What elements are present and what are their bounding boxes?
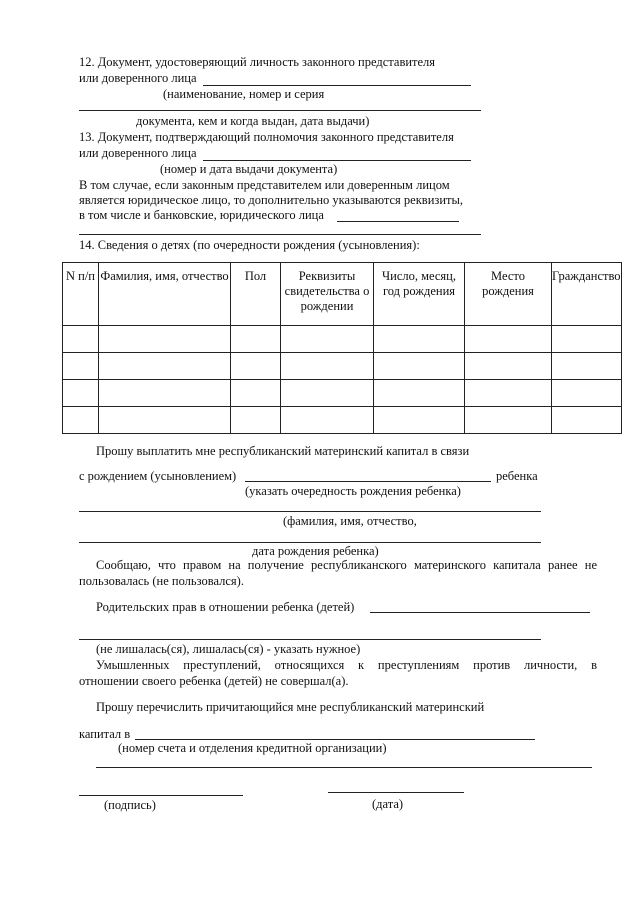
table-cell[interactable]	[99, 380, 231, 407]
table-cell[interactable]	[374, 407, 465, 434]
table-cell[interactable]	[465, 353, 552, 380]
transfer-line2: капитал в	[79, 727, 131, 741]
section13-line2: или доверенного лица	[79, 146, 197, 160]
section12-hint1: (наименование, номер и серия	[163, 87, 325, 101]
section12-hint2: документа, кем и когда выдан, дата выдачи)	[136, 114, 370, 128]
table-cell[interactable]	[63, 407, 99, 434]
table-cell[interactable]	[63, 353, 99, 380]
statement-line2: пользовалась (не пользовался).	[79, 574, 244, 588]
table-cell[interactable]	[465, 326, 552, 353]
date-field[interactable]	[328, 792, 464, 793]
table-cell[interactable]	[552, 353, 622, 380]
bank-account-field-2[interactable]	[96, 767, 592, 768]
table-cell[interactable]	[231, 380, 281, 407]
section13-note1: В том случае, если законным представителем или доверенным лицом	[79, 178, 450, 192]
table-cell[interactable]	[231, 407, 281, 434]
table-cell[interactable]	[281, 326, 374, 353]
transfer-hint: (номер счета и отделения кредитной организации)	[118, 741, 387, 755]
child-birthdate-field[interactable]	[79, 542, 541, 543]
authority-doc-field[interactable]	[203, 160, 471, 161]
table-cell[interactable]	[552, 407, 622, 434]
col-birthdate-header: Число, месяц, год рождения	[374, 263, 465, 326]
table-cell[interactable]	[374, 326, 465, 353]
children-table	[62, 262, 622, 434]
request-line1: Прошу выплатить мне республиканский материнский капитал в связи	[96, 444, 470, 458]
section13-line1: 13. Документ, подтверждающий полномочия законного представителя	[79, 130, 454, 144]
table-cell[interactable]	[374, 380, 465, 407]
request-line2: с рождением (усыновлением)	[79, 469, 237, 483]
crimes-line2: отношении своего ребенка (детей) не совершал(а).	[79, 674, 349, 688]
table-cell[interactable]	[552, 326, 622, 353]
parental-line1: Родительских прав в отношении ребенка (детей)	[96, 600, 355, 614]
bank-account-field[interactable]	[135, 739, 535, 740]
table-cell[interactable]	[231, 326, 281, 353]
section13-note2: является юридическое лицо, то дополнительно указываются реквизиты,	[79, 193, 463, 207]
parental-hint: (не лишалась(ся), лишалась(ся) - указать нужное)	[96, 642, 361, 656]
col-certificate-header: Реквизиты свидетельства о рождении	[281, 263, 374, 326]
table-cell[interactable]	[374, 353, 465, 380]
request-hint3: дата рождения ребенка)	[252, 544, 379, 558]
parental-rights-field[interactable]	[370, 612, 590, 613]
table-cell[interactable]	[281, 380, 374, 407]
col-sex-header: Пол	[231, 263, 281, 326]
section14-title: 14. Сведения о детях (по очередности рождения (усыновления):	[79, 238, 420, 252]
col-birthplace-header: Место рождения	[465, 263, 552, 326]
table-cell[interactable]	[99, 326, 231, 353]
table-cell[interactable]	[552, 380, 622, 407]
table-cell[interactable]	[99, 407, 231, 434]
section12-line1: 12. Документ, удостоверяющий личность законного представителя	[79, 55, 436, 69]
signature-label: (подпись)	[104, 798, 156, 812]
table-cell[interactable]	[99, 353, 231, 380]
table-row	[63, 407, 622, 434]
request-hint2: (фамилия, имя, отчество,	[283, 514, 417, 528]
table-cell[interactable]	[281, 353, 374, 380]
birth-order-field[interactable]	[245, 481, 491, 482]
table-cell[interactable]	[465, 407, 552, 434]
table-row	[63, 353, 622, 380]
col-fullname-header: Фамилия, имя, отчество	[99, 263, 231, 326]
legal-entity-field[interactable]	[337, 221, 459, 222]
crimes-line1: Умышленных преступлений, относящихся к преступлениям против личности, в	[96, 658, 597, 672]
table-cell[interactable]	[281, 407, 374, 434]
table-cell[interactable]	[465, 380, 552, 407]
table-row	[63, 326, 622, 353]
table-cell[interactable]	[231, 353, 281, 380]
doc-identity-field-2[interactable]	[79, 110, 481, 111]
col-number-header: N п/п	[63, 263, 99, 326]
request-hint1: (указать очередность рождения ребенка)	[245, 484, 461, 498]
signature-field[interactable]	[79, 795, 243, 796]
transfer-line1: Прошу перечислить причитающийся мне республиканский материнский	[96, 700, 485, 714]
section13-hint: (номер и дата выдачи документа)	[160, 162, 338, 176]
child-name-field[interactable]	[79, 511, 541, 512]
doc-identity-field[interactable]	[203, 85, 471, 86]
legal-entity-field-2[interactable]	[79, 234, 481, 235]
section13-note3: в том числе и банковские, юридического лица	[79, 208, 324, 222]
table-row	[63, 380, 622, 407]
parental-rights-field-2[interactable]	[79, 639, 541, 640]
request-line2-end: ребенка	[496, 469, 538, 483]
table-header-row	[63, 263, 622, 326]
table-cell[interactable]	[63, 380, 99, 407]
date-label: (дата)	[372, 797, 404, 811]
col-citizenship-header: Гражданство	[552, 263, 622, 326]
statement-line1: Сообщаю, что правом на получение республиканского материнского капитала ранее не	[96, 558, 597, 572]
section12-line2: или доверенного лица	[79, 71, 197, 85]
table-cell[interactable]	[63, 326, 99, 353]
